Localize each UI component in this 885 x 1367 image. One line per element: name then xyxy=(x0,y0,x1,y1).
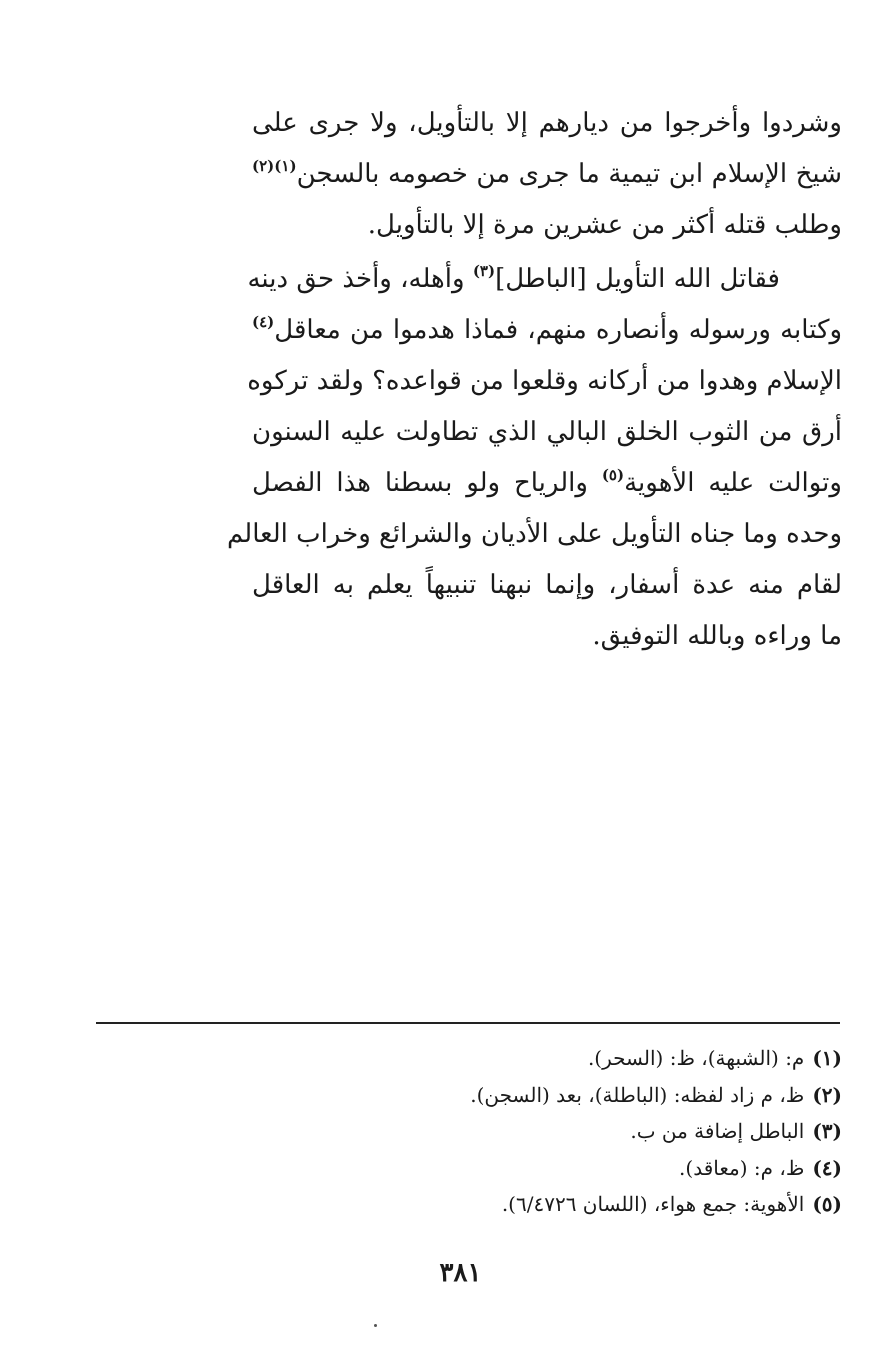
footnote-item xyxy=(142,1113,842,1150)
footnote-marker: (٣) xyxy=(472,262,496,280)
text-line: وشردوا وأخرجوا من ديارهم إلا بالتأويل، ولا جرى على xyxy=(252,108,842,138)
line-text: والرياح ولو بسطنا هذا الفصل xyxy=(252,468,602,498)
footnote-marker: (٥) xyxy=(601,466,625,484)
footnote-item xyxy=(142,1077,842,1114)
line-text: شيخ الإسلام ابن تيمية ما جرى من خصومه بالسجن xyxy=(296,159,842,189)
footnote-item xyxy=(142,1040,842,1077)
paragraph-2 xyxy=(227,254,842,662)
text-line: لقام منه عدة أسفار، وإنما نبهنا تنبيهاً يعلم به العاقل xyxy=(252,570,842,600)
footnote-marker: (٤) xyxy=(252,313,275,331)
line-text: فقاتل الله التأويل [الباطل] xyxy=(495,264,780,294)
scan-speck xyxy=(374,1324,377,1327)
footnote-marker: (٢) xyxy=(252,157,275,175)
footnote-text: م: (الشبهة)، ظ: (السحر). xyxy=(587,1046,805,1070)
page-number xyxy=(0,1258,885,1288)
footnote-item xyxy=(142,1150,842,1187)
text-line xyxy=(252,305,842,356)
footnote-number: (٥) xyxy=(812,1192,842,1216)
text-line: وطلب قتله أكثر من عشرين مرة إلا بالتأويل. xyxy=(367,210,842,240)
text-line: ما وراءه وبالله التوفيق. xyxy=(592,621,842,651)
text-line: الإسلام وهدوا من أركانه وقلعوا من قواعده؟ ولقد تركوه xyxy=(247,366,842,396)
footnote-number: (٢) xyxy=(812,1082,842,1107)
text-line: أرق من الثوب الخلق البالي الذي تطاولت عليه السنون xyxy=(252,417,842,447)
line-text: وكتابه ورسوله وأنصاره منهم، فماذا هدموا من معاقل xyxy=(274,315,842,345)
footnote-marker: (١) xyxy=(274,157,297,175)
text-line xyxy=(252,458,842,509)
page-number-text: ٣٨١ xyxy=(439,1258,482,1288)
footnote-item xyxy=(142,1186,842,1223)
footnote-number: (٣) xyxy=(812,1119,842,1143)
footnote-number: (١) xyxy=(812,1046,842,1070)
footnote-text: ظ، م زاد لفظه: (الباطلة)، بعد (السجن). xyxy=(470,1082,805,1107)
footnotes xyxy=(142,1040,842,1223)
footnote-separator xyxy=(96,1022,840,1024)
paragraph-1 xyxy=(252,98,842,251)
text-line: وحده وما جناه التأويل على الأديان والشرائع وخراب العالم xyxy=(227,519,842,549)
footnote-text: الباطل إضافة من ب. xyxy=(630,1119,805,1143)
footnote-number: (٤) xyxy=(812,1155,842,1180)
text-line xyxy=(247,254,842,305)
line-text: وتوالت عليه الأهوية xyxy=(624,468,842,498)
text-line xyxy=(252,149,842,200)
footnote-text: الأهوية: جمع هواء، (اللسان ٦/٤٧٢٦). xyxy=(501,1192,805,1216)
line-text: وأهله، وأخذ حق دينه xyxy=(247,264,473,294)
footnote-text: ظ، م: (معاقد). xyxy=(679,1155,805,1180)
